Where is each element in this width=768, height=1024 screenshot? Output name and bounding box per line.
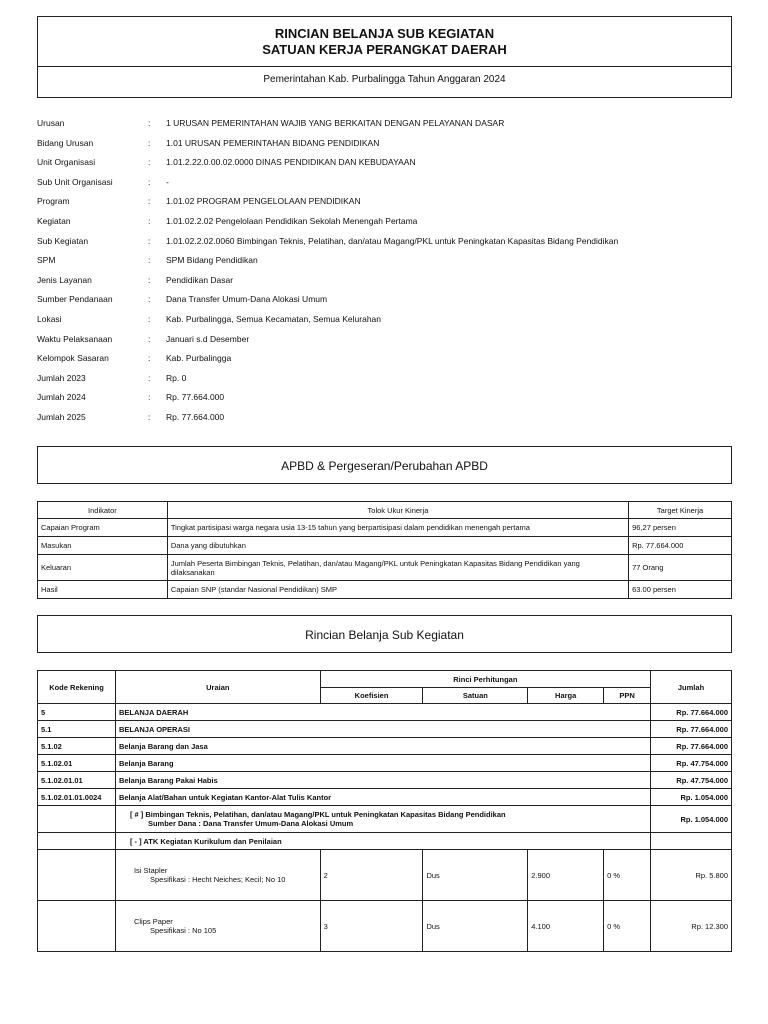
uraian-cell: Belanja Alat/Bahan untuk Kegiatan Kantor-Alat Tulis Kantor (115, 789, 650, 806)
info-value: 1.01.02.2.02 Pengelolaan Pendidikan Sekolah Menengah Pertama (166, 215, 418, 226)
info-row (37, 114, 737, 134)
jumlah-cell (651, 833, 732, 850)
uraian-cell: Belanja Barang (115, 755, 650, 772)
info-value: SPM Bidang Pendidikan (166, 255, 258, 266)
item-spec: Spesifikasi : No 105 (149, 926, 217, 935)
info-value: Dana Transfer Umum-Dana Alokasi Umum (166, 294, 328, 305)
info-label: Bidang Urusan (37, 137, 94, 148)
info-row (37, 192, 737, 212)
col-rinci-perhitungan: Rinci Perhitungan (320, 671, 650, 688)
tolok-ukur-cell: Dana yang dibutuhkan (167, 537, 628, 555)
belanja-row (38, 704, 732, 721)
info-label: Sub Unit Organisasi (37, 176, 113, 187)
info-value: Rp. 77.664.000 (166, 392, 225, 403)
item-name: Isi Stapler (133, 866, 168, 875)
info-colon: : (148, 274, 151, 285)
ppn-cell: 0 % (604, 901, 651, 952)
col-satuan: Satuan (423, 688, 528, 704)
kode-cell (38, 901, 116, 952)
group-sumber-dana: Sumber Dana : Dana Transfer Umum-Dana Alokasi Umum (147, 819, 354, 828)
indikator-header-row (38, 502, 732, 519)
belanja-row (38, 789, 732, 806)
indikator-cell: Keluaran (38, 555, 168, 581)
info-colon: : (148, 372, 151, 383)
info-row (37, 153, 737, 173)
target-cell: Rp. 77.664.000 (629, 537, 732, 555)
target-cell: 77 Orang (629, 555, 732, 581)
ppn-cell: 0 % (604, 850, 651, 901)
info-label: Sub Kegiatan (37, 235, 89, 246)
indikator-row (38, 555, 732, 581)
col-harga: Harga (528, 688, 604, 704)
belanja-table (37, 670, 732, 952)
info-label: Waktu Pelaksanaan (37, 333, 113, 344)
info-value: Rp. 77.664.000 (166, 411, 225, 422)
group-uraian-cell (115, 806, 650, 833)
jumlah-cell: Rp. 12.300 (651, 901, 732, 952)
col-jumlah: Jumlah (651, 671, 732, 704)
info-row (37, 232, 737, 252)
info-colon: : (148, 137, 151, 148)
col-ppn: PPN (604, 688, 651, 704)
jumlah-cell: Rp. 47.754.000 (651, 755, 732, 772)
group-title: [ # ] Bimbingan Teknis, Pelatihan, dan/atau Magang/PKL untuk Peningkatan Kapasitas Bidang Pendidikan (129, 810, 506, 819)
belanja-row (38, 721, 732, 738)
info-value: Kab. Purbalingga, Semua Kecamatan, Semua Kelurahan (166, 313, 381, 324)
belanja-group-row (38, 806, 732, 833)
info-label: Jumlah 2024 (37, 392, 86, 403)
kode-cell: 5.1.02.01 (38, 755, 116, 772)
info-colon: : (148, 353, 151, 364)
kode-cell: 5.1.02 (38, 738, 116, 755)
info-row (37, 212, 737, 232)
info-colon: : (148, 176, 151, 187)
info-value: Rp. 0 (166, 372, 187, 383)
info-colon: : (148, 333, 151, 344)
indikator-row (38, 519, 732, 537)
info-label: Lokasi (37, 313, 62, 324)
info-colon: : (148, 215, 151, 226)
info-colon: : (148, 294, 151, 305)
info-label: Unit Organisasi (37, 157, 96, 168)
title-divider (38, 66, 731, 67)
kode-cell: 5.1.02.01.01 (38, 772, 116, 789)
kode-cell: 5 (38, 704, 116, 721)
document-subtitle: Pemerintahan Kab. Purbalingga Tahun Anggaran 2024 (263, 74, 506, 85)
belanja-item-row (38, 850, 732, 901)
target-cell: 96,27 persen (629, 519, 732, 537)
jumlah-cell: Rp. 1.054.000 (651, 789, 732, 806)
tolok-ukur-cell: Capaian SNP (standar Nasional Pendidikan) SMP (167, 581, 628, 599)
koefisien-cell: 2 (320, 850, 423, 901)
info-row (37, 134, 737, 154)
col-indikator: Indikator (38, 502, 168, 519)
belanja-item-row (38, 901, 732, 952)
item-uraian-cell (115, 850, 320, 901)
indikator-cell: Hasil (38, 581, 168, 599)
col-target: Target Kinerja (629, 502, 732, 519)
rincian-section-title: Rincian Belanja Sub Kegiatan (37, 615, 732, 653)
info-list (37, 114, 737, 428)
indikator-row (38, 581, 732, 599)
jumlah-cell: Rp. 47.754.000 (651, 772, 732, 789)
uraian-cell: Belanja Barang dan Jasa (115, 738, 650, 755)
info-value: 1.01.02 PROGRAM PENGELOLAAN PENDIDIKAN (166, 196, 361, 207)
info-row (37, 330, 737, 350)
info-label: SPM (37, 255, 56, 266)
info-value: 1.01 URUSAN PEMERINTAHAN BIDANG PENDIDIKAN (166, 137, 380, 148)
harga-cell: 4.100 (528, 901, 604, 952)
kode-cell (38, 850, 116, 901)
info-row (37, 173, 737, 193)
apbd-section-title: APBD & Pergeseran/Perubahan APBD (37, 446, 732, 484)
info-colon: : (148, 392, 151, 403)
belanja-row (38, 738, 732, 755)
jumlah-cell: Rp. 77.664.000 (651, 721, 732, 738)
indikator-row (38, 537, 732, 555)
uraian-cell: BELANJA OPERASI (115, 721, 650, 738)
info-label: Jumlah 2023 (37, 372, 86, 383)
info-value: Pendidikan Dasar (166, 274, 234, 285)
info-colon: : (148, 157, 151, 168)
info-label: Program (37, 196, 70, 207)
jumlah-cell: Rp. 77.664.000 (651, 704, 732, 721)
kode-cell: 5.1 (38, 721, 116, 738)
col-koefisien: Koefisien (320, 688, 423, 704)
info-label: Jumlah 2025 (37, 411, 86, 422)
uraian-cell: BELANJA DAERAH (115, 704, 650, 721)
document-title (38, 26, 731, 58)
col-uraian: Uraian (115, 671, 320, 704)
title-line-2: SATUAN KERJA PERANGKAT DAERAH (262, 42, 507, 57)
belanja-row (38, 772, 732, 789)
belanja-subgroup-row (38, 833, 732, 850)
indikator-cell: Masukan (38, 537, 168, 555)
info-label: Kelompok Sasaran (37, 353, 109, 364)
info-row (37, 408, 737, 428)
indikator-table (37, 501, 732, 599)
info-label: Kegiatan (37, 215, 71, 226)
tolok-ukur-cell: Tingkat partisipasi warga negara usia 13-15 tahun yang berpartisipasi dalam pendidikan menengah pertama (167, 519, 628, 537)
jumlah-cell: Rp. 5.800 (651, 850, 732, 901)
title-line-1: RINCIAN BELANJA SUB KEGIATAN (274, 26, 495, 41)
info-colon: : (148, 118, 151, 128)
info-label: Sumber Pendanaan (37, 294, 113, 305)
belanja-row (38, 755, 732, 772)
subgroup-uraian-cell: [ - ] ATK Kegiatan Kurikulum dan Penilaian (115, 833, 650, 850)
col-kode-rekening: Kode Rekening (38, 671, 116, 704)
info-value: 1.01.02.2.02.0060 Bimbingan Teknis, Pelatihan, dan/atau Magang/PKL untuk Peningkatan Kapasitas Bidang Pendidikan (166, 235, 619, 246)
item-spec: Spesifikasi : Hecht Neiches; Kecil; No 10 (149, 875, 286, 884)
satuan-cell: Dus (423, 901, 528, 952)
info-row (37, 349, 737, 369)
satuan-cell: Dus (423, 850, 528, 901)
info-colon: : (148, 255, 151, 266)
info-value: 1 URUSAN PEMERINTAHAN WAJIB YANG BERKAITAN DENGAN PELAYANAN DASAR (166, 118, 505, 128)
info-row (37, 251, 737, 271)
target-cell: 63.00 persen (629, 581, 732, 599)
info-label: Urusan (37, 118, 65, 128)
info-colon: : (148, 235, 151, 246)
kode-cell (38, 806, 116, 833)
info-value: Januari s.d Desember (166, 333, 250, 344)
info-row (37, 310, 737, 330)
belanja-header-row-1 (38, 671, 732, 688)
kode-cell: 5.1.02.01.01.0024 (38, 789, 116, 806)
jumlah-cell: Rp. 77.664.000 (651, 738, 732, 755)
jumlah-cell: Rp. 1.054.000 (651, 806, 732, 833)
info-row (37, 271, 737, 291)
info-row (37, 369, 737, 389)
info-colon: : (148, 313, 151, 324)
tolok-ukur-cell: Jumlah Peserta Bimbingan Teknis, Pelatihan, dan/atau Magang/PKL untuk Peningkatan Kapasitas Bidang Pendidikan yang dilaksanakan (167, 555, 628, 581)
document-title-box (37, 16, 732, 98)
kode-cell (38, 833, 116, 850)
indikator-cell: Capaian Program (38, 519, 168, 537)
koefisien-cell: 3 (320, 901, 423, 952)
info-label: Jenis Layanan (37, 274, 92, 285)
info-value: 1.01.2.22.0.00.02.0000 DINAS PENDIDIKAN DAN KEBUDAYAAN (166, 157, 416, 168)
col-tolok-ukur: Tolok Ukur Kinerja (167, 502, 628, 519)
harga-cell: 2.900 (528, 850, 604, 901)
item-name: Clips Paper (133, 917, 173, 926)
info-row (37, 388, 737, 408)
info-value: - (166, 176, 169, 187)
uraian-cell: Belanja Barang Pakai Habis (115, 772, 650, 789)
info-colon: : (148, 196, 151, 207)
item-uraian-cell (115, 901, 320, 952)
info-row (37, 290, 737, 310)
info-colon: : (148, 411, 151, 422)
info-value: Kab. Purbalingga (166, 353, 232, 364)
